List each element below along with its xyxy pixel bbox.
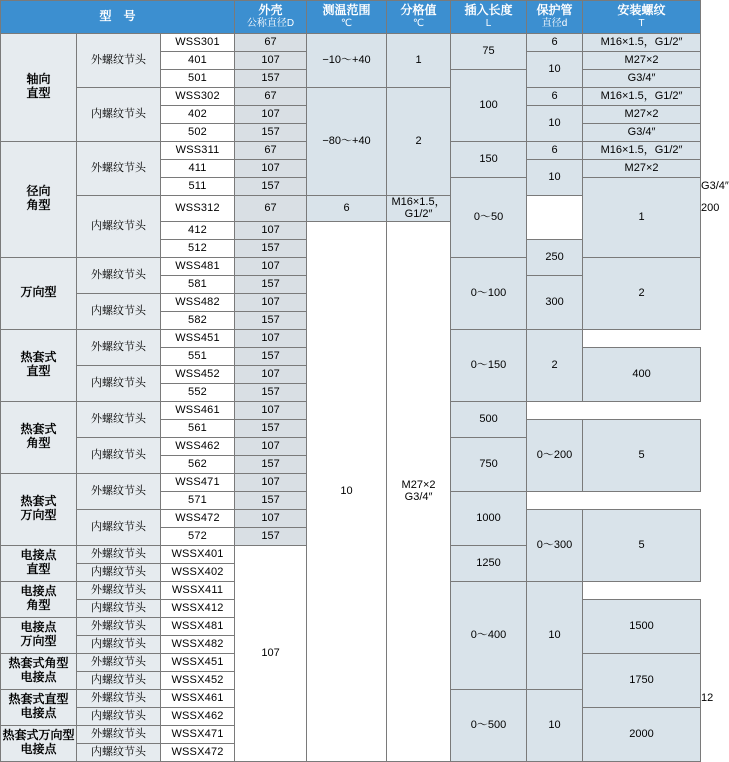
shell-dia: 107 xyxy=(235,221,307,239)
conn-external: 外螺纹节头 xyxy=(77,141,161,195)
tube-dia: 10 xyxy=(527,105,583,141)
division-cell: 2 xyxy=(527,329,583,401)
length-cell: 250 xyxy=(527,239,583,275)
shell-dia: 157 xyxy=(235,419,307,437)
model-cell: WSSX471 xyxy=(161,725,235,743)
length-cell: 300 xyxy=(527,275,583,329)
range-cell: 0～200 xyxy=(527,419,583,491)
model-cell: 572 xyxy=(161,527,235,545)
thread-cell: G3/4″ xyxy=(583,123,701,141)
shell-dia-main: 107 xyxy=(235,545,307,761)
thread-cell: G3/4″ xyxy=(583,69,701,87)
header-shell-sub: 公称直径D xyxy=(246,18,295,29)
thread-main xyxy=(387,221,451,761)
tube-dia: 10 xyxy=(527,159,583,195)
shell-dia: 157 xyxy=(235,383,307,401)
header-thread xyxy=(583,1,701,34)
header-division-sub: ℃ xyxy=(412,18,425,29)
header-length-top: 插入长度 xyxy=(464,3,513,17)
division-cell: 2 xyxy=(387,87,451,195)
shell-dia: 107 xyxy=(235,159,307,177)
table-row xyxy=(1,87,701,105)
shell-dia: 107 xyxy=(235,401,307,419)
tube-dia: 6 xyxy=(527,141,583,159)
conn-internal: 内螺纹节头 xyxy=(77,509,161,545)
range-cell: −80～+40 xyxy=(307,87,387,195)
shell-dia: 157 xyxy=(235,239,307,257)
length-cell: 100 xyxy=(451,69,527,141)
division-cell: 2 xyxy=(583,257,701,329)
range-cell: 0～400 xyxy=(451,581,527,689)
conn-external: 外螺纹节头 xyxy=(77,617,161,635)
header-tube-sub: 直径d xyxy=(541,18,568,29)
model-cell: WSS461 xyxy=(161,401,235,419)
group-contact-straight: 电接点 直型 xyxy=(1,545,77,581)
group-radial-angle: 径向 角型 xyxy=(1,141,77,257)
table-row: 内螺纹节头 WSSX482 12 xyxy=(1,635,701,653)
group-thermowell-angle-contact: 热套式角型 电接点 xyxy=(1,653,77,689)
model-cell: 562 xyxy=(161,455,235,473)
header-range xyxy=(307,1,387,34)
conn-external: 外螺纹节头 xyxy=(77,401,161,437)
thread-main-line1: M27×2 xyxy=(401,478,436,491)
conn-internal: 内螺纹节头 xyxy=(77,635,161,653)
length-cell: 1250 xyxy=(451,545,527,581)
conn-internal: 内螺纹节头 xyxy=(77,87,161,141)
thread-cell: M16×1.5，G1/2″ xyxy=(583,33,701,51)
thread-cell: M16×1.5，G1/2″ xyxy=(583,87,701,105)
model-cell: WSSX412 xyxy=(161,599,235,617)
model-cell: 412 xyxy=(161,221,235,239)
range-cell: 0～300 xyxy=(527,509,583,581)
group-contact-angle: 电接点 角型 xyxy=(1,581,77,617)
range-cell: 0～100 xyxy=(451,257,527,329)
model-cell: WSS471 xyxy=(161,473,235,491)
thread-cell: M16×1.5，G1/2″ xyxy=(583,141,701,159)
model-cell: WSS452 xyxy=(161,365,235,383)
shell-dia: 67 xyxy=(235,141,307,159)
conn-internal: 内螺纹节头 xyxy=(77,293,161,329)
thread-cell: M27×2 xyxy=(583,105,701,123)
header-range-top: 测温范围 xyxy=(322,3,371,17)
length-cell: 400 xyxy=(583,347,701,401)
model-cell: 401 xyxy=(161,51,235,69)
model-cell: WSS481 xyxy=(161,257,235,275)
conn-external: 外螺纹节头 xyxy=(77,725,161,743)
range-cell: −10～+40 xyxy=(307,33,387,87)
model-cell: WSS472 xyxy=(161,509,235,527)
shell-dia: 157 xyxy=(235,455,307,473)
group-thermowell-universal-contact: 热套式万向型 电接点 xyxy=(1,725,77,761)
range-cell: 0～500 xyxy=(451,689,527,761)
tube-dia-main: 10 xyxy=(307,221,387,761)
model-cell: 552 xyxy=(161,383,235,401)
model-cell: 512 xyxy=(161,239,235,257)
header-tube xyxy=(527,1,583,34)
model-cell: WSSX472 xyxy=(161,743,235,761)
model-cell: WSS301 xyxy=(161,33,235,51)
tube-dia: 6 xyxy=(307,195,387,221)
shell-dia: 107 xyxy=(235,105,307,123)
conn-external: 外螺纹节头 xyxy=(77,545,161,563)
model-cell: WSSX452 xyxy=(161,671,235,689)
model-cell: WSS302 xyxy=(161,87,235,105)
shell-dia: 107 xyxy=(235,51,307,69)
model-cell: WSSX401 xyxy=(161,545,235,563)
shell-dia: 157 xyxy=(235,275,307,293)
table-row xyxy=(1,33,701,51)
conn-internal: 内螺纹节头 xyxy=(77,437,161,473)
model-cell: WSS451 xyxy=(161,329,235,347)
tube-dia: 6 xyxy=(527,87,583,105)
header-thread-top: 安装螺纹 xyxy=(617,3,666,17)
model-cell: WSSX481 xyxy=(161,617,235,635)
thread-main-line2: G3/4″ xyxy=(404,491,433,504)
conn-external: 外螺纹节头 xyxy=(77,33,161,87)
shell-dia: 157 xyxy=(235,177,307,195)
model-cell: WSSX462 xyxy=(161,707,235,725)
length-cell: 75 xyxy=(451,33,527,69)
header-thread-sub: T xyxy=(638,18,645,29)
shell-dia: 107 xyxy=(235,293,307,311)
length-cell: 750 xyxy=(451,437,527,491)
tube-dia: 10 xyxy=(527,51,583,87)
shell-dia: 157 xyxy=(235,491,307,509)
header-length-sub: L xyxy=(485,18,492,29)
header-shell-top: 外壳 xyxy=(258,3,283,17)
conn-internal: 内螺纹节头 xyxy=(77,707,161,725)
group-thermowell-angle: 热套式 角型 xyxy=(1,401,77,473)
thread-cell: M16×1.5，G1/2″ xyxy=(387,195,451,221)
length-cell: 2000 xyxy=(583,707,701,761)
conn-internal: 内螺纹节头 xyxy=(77,195,161,257)
shell-dia: 157 xyxy=(235,527,307,545)
model-cell: 502 xyxy=(161,123,235,141)
length-cell: 1000 xyxy=(451,491,527,545)
conn-external: 外螺纹节头 xyxy=(77,581,161,599)
division-cell: 5 xyxy=(583,509,701,581)
shell-dia: 107 xyxy=(235,365,307,383)
shell-dia: 157 xyxy=(235,347,307,365)
shell-dia: 107 xyxy=(235,509,307,527)
model-cell: WSS482 xyxy=(161,293,235,311)
range-cell: 0～150 xyxy=(451,329,527,401)
shell-dia: 67 xyxy=(235,195,307,221)
model-cell: WSSX451 xyxy=(161,653,235,671)
shell-dia: 107 xyxy=(235,437,307,455)
header-division xyxy=(387,1,451,34)
thread-cell: M27×2 xyxy=(583,51,701,69)
model-cell: 561 xyxy=(161,419,235,437)
table-row: 511 157 0～50 1 200 G3/4″ xyxy=(1,177,701,195)
conn-internal: 内螺纹节头 xyxy=(77,743,161,761)
header-tube-top: 保护管 xyxy=(536,3,573,17)
model-cell: 551 xyxy=(161,347,235,365)
header-range-sub: ℃ xyxy=(340,18,353,29)
conn-external: 外螺纹节头 xyxy=(77,689,161,707)
model-cell: 411 xyxy=(161,159,235,177)
model-cell: 501 xyxy=(161,69,235,87)
group-universal: 万向型 xyxy=(1,257,77,329)
conn-external: 外螺纹节头 xyxy=(77,257,161,293)
model-cell: WSS312 xyxy=(161,195,235,221)
length-cell: 150 xyxy=(451,141,527,177)
division-cell: 10 xyxy=(527,689,583,761)
header-division-top: 分格值 xyxy=(400,3,437,17)
conn-internal: 内螺纹节头 xyxy=(77,671,161,689)
model-cell: WSSX402 xyxy=(161,563,235,581)
shell-dia: 67 xyxy=(235,33,307,51)
model-cell: WSSX482 xyxy=(161,635,235,653)
division-cell: 10 xyxy=(527,581,583,689)
shell-dia: 157 xyxy=(235,123,307,141)
model-cell: WSS462 xyxy=(161,437,235,455)
group-contact-universal: 电接点 万向型 xyxy=(1,617,77,653)
shell-dia: 107 xyxy=(235,473,307,491)
length-cell: 1750 xyxy=(583,653,701,707)
header-length xyxy=(451,1,527,34)
model-cell: WSSX411 xyxy=(161,581,235,599)
model-cell: 581 xyxy=(161,275,235,293)
group-thermowell-straight-contact: 热套式直型 电接点 xyxy=(1,689,77,725)
shell-dia: 107 xyxy=(235,257,307,275)
tube-dia: 6 xyxy=(527,33,583,51)
length-cell: 500 xyxy=(451,401,527,437)
conn-internal: 内螺纹节头 xyxy=(77,563,161,581)
group-thermowell-universal: 热套式 万向型 xyxy=(1,473,77,545)
conn-external: 外螺纹节头 xyxy=(77,473,161,509)
header-shell xyxy=(235,1,307,34)
conn-external: 外螺纹节头 xyxy=(77,653,161,671)
shell-dia: 157 xyxy=(235,311,307,329)
conn-external: 外螺纹节头 xyxy=(77,329,161,365)
model-cell: 402 xyxy=(161,105,235,123)
group-thermowell-straight: 热套式 直型 xyxy=(1,329,77,401)
thread-cell: M27×2 xyxy=(583,159,701,177)
range-cell: 0～50 xyxy=(451,177,527,257)
model-cell: WSSX461 xyxy=(161,689,235,707)
division-cell: 5 xyxy=(583,419,701,491)
conn-internal: 内螺纹节头 xyxy=(77,365,161,401)
model-cell: WSS311 xyxy=(161,141,235,159)
model-cell: 511 xyxy=(161,177,235,195)
model-cell: 582 xyxy=(161,311,235,329)
shell-dia: 107 xyxy=(235,329,307,347)
header-model: 型 号 xyxy=(1,1,235,34)
group-axial-straight: 轴向 直型 xyxy=(1,33,77,141)
table-header-row xyxy=(1,1,701,34)
model-cell: 571 xyxy=(161,491,235,509)
shell-dia: 157 xyxy=(235,69,307,87)
length-cell: 1500 xyxy=(583,599,701,653)
division-cell: 1 xyxy=(583,177,701,257)
conn-internal: 内螺纹节头 xyxy=(77,599,161,617)
shell-dia: 67 xyxy=(235,87,307,105)
division-cell: 1 xyxy=(387,33,451,87)
